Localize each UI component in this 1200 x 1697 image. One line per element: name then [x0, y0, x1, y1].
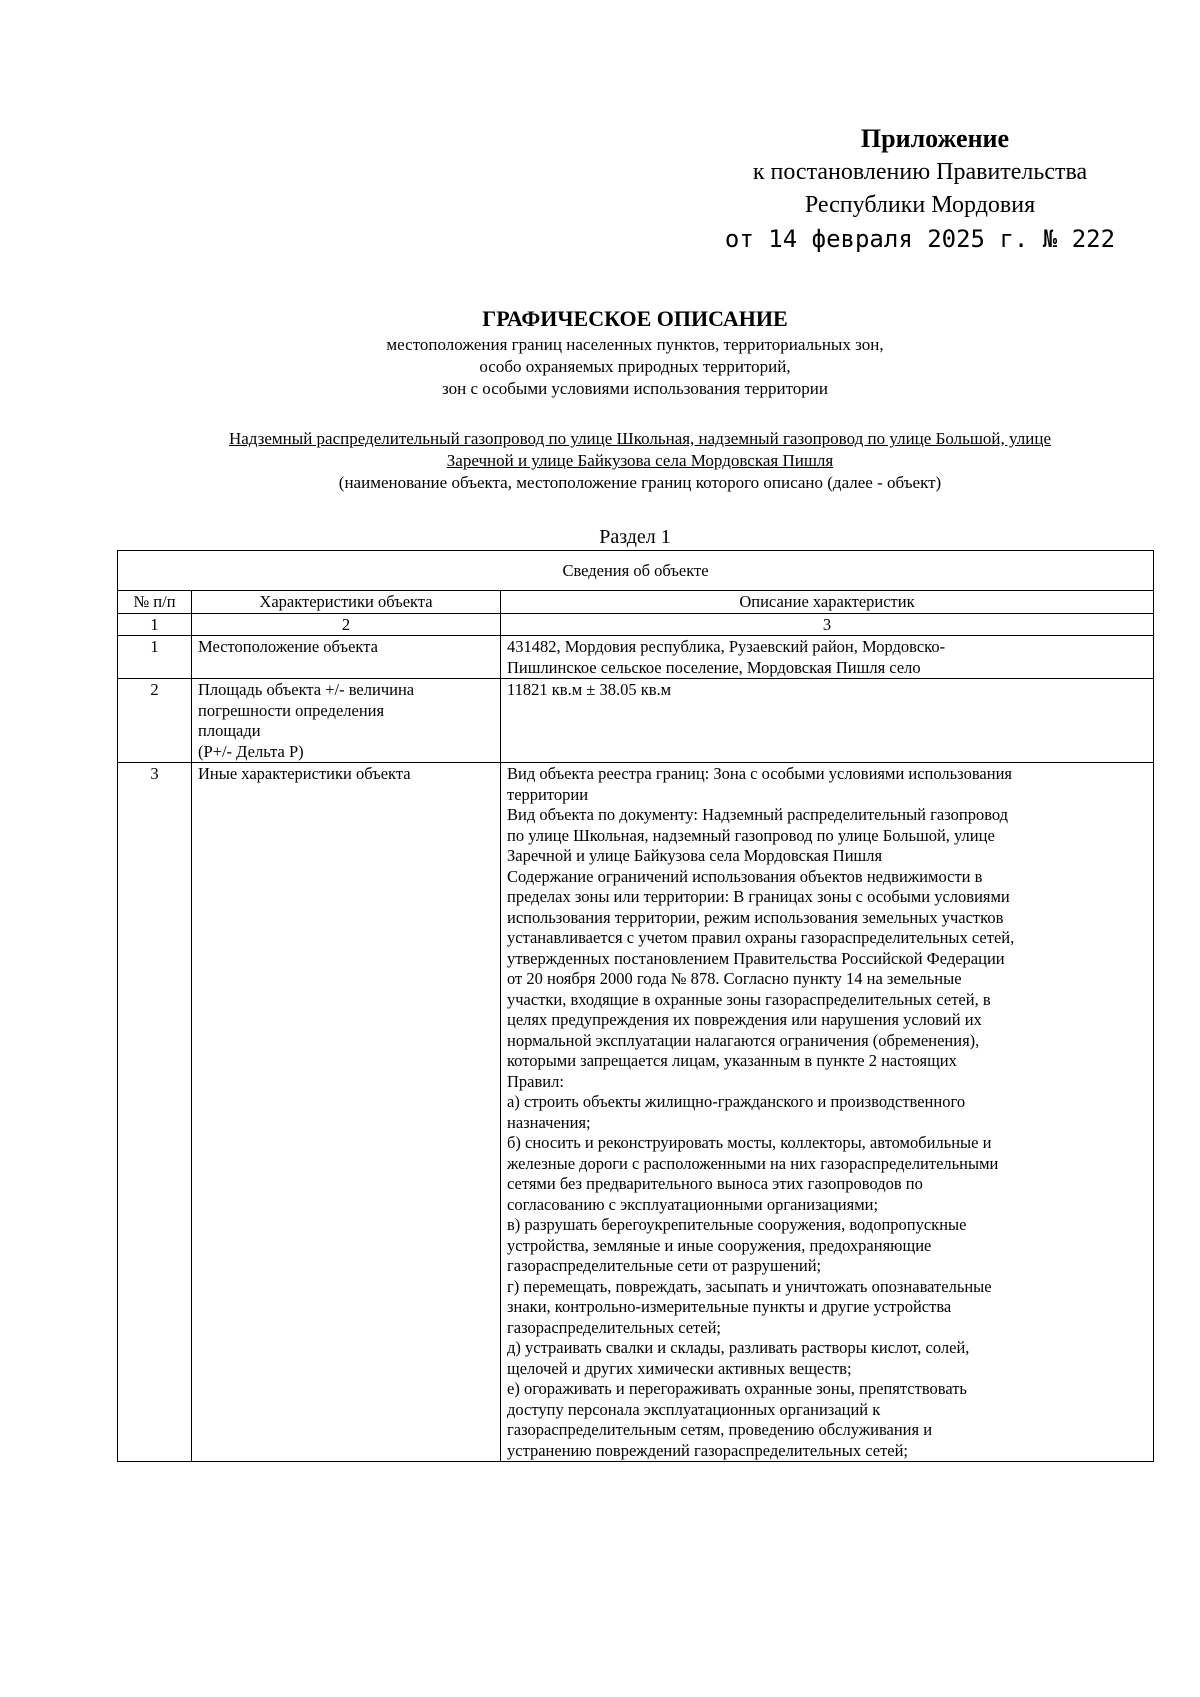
table-row: [118, 763, 1154, 1462]
row-characteristic: Площадь объекта +/- величина погрешности определения площади (P+/- Дельта P): [192, 679, 501, 763]
object-name-block: [130, 428, 1150, 494]
table-row: [118, 679, 1154, 763]
section-title: Раздел 1: [599, 526, 671, 548]
column-number: 3: [501, 613, 1154, 636]
document-subtitle-2: особо охраняемых природных территорий,: [479, 357, 791, 376]
column-header-characteristic: Характеристики объекта: [192, 591, 501, 614]
table-header-row: [118, 591, 1154, 614]
table-row: [118, 636, 1154, 679]
table-title-row: [118, 551, 1154, 591]
appendix-title: Приложение: [860, 124, 1010, 153]
column-header-number: № п/п: [118, 591, 192, 614]
appendix-line-1: к постановлению Правительства: [752, 159, 1088, 185]
row-description: 431482, Мордовия республика, Рузаевский район, Мордовско- Пишлинское сельское поселение, Мордовская Пишля село: [501, 636, 1154, 679]
appendix-block: [700, 122, 1140, 256]
row-description: Вид объекта реестра границ: Зона с особыми условиями использования территории Вид объекта по документу: Надземный распределительный газопровод по улице Школьная, надземный газопровод по улице Большой, улице Заречной и улице Байкузова села Мордовская Пишля Содержание ограничений использования объектов недвижимости в пределах зоны или территории: В границах зоны с особыми условиями использования территории, режим использования земельных участков устанавливается с учетом правил охраны газораспределительных сетей, утвержденных постановлением Правительства Российской Федерации от 20 ноября 2000 года № 878. Согласно пункту 14 на земельные участки, входящие в охранные зоны газораспределительных сетей, в целях предупреждения их повреждения или нарушения условий их нормальной эксплуатации налагаются ограничения (обременения), которыми запрещается лицам, указанным в пункте 2 настоящих Правил: а) строить объекты жилищно-гражданского и производственного назначения; б) сносить и реконструировать мосты, коллекторы, автомобильные и железные дороги с расположенными на них газораспределительными сетями без предварительного выноса этих газопроводов по согласованию с эксплуатационными организациями; в) разрушать берегоукрепительные сооружения, водопропускные устройства, земляные и иные сооружения, предохраняющие газораспределительные сети от разрушений; г) перемещать, повреждать, засыпать и уничтожать опознавательные знаки, контрольно-измерительные пункты и другие устройства газораспределительных сетей; д) устраивать свалки и склады, разливать растворы кислот, солей, щелочей и других химически активных веществ; е) огораживать и перегораживать охранные зоны, препятствовать доступу персонала эксплуатационных организаций к газораспределительным сетям, проведению обслуживания и устранению повреждений газораспределительных сетей;: [501, 763, 1154, 1462]
row-description: 11821 кв.м ± 38.05 кв.м: [501, 679, 1154, 763]
table-title: Сведения об объекте: [118, 551, 1154, 591]
object-name-line-2: Заречной и улице Байкузова села Мордовская Пишля: [446, 451, 834, 470]
table-column-numbers-row: [118, 613, 1154, 636]
column-number: 1: [118, 613, 192, 636]
document-header: [120, 306, 1150, 400]
appendix-line-2: Республики Мордовия: [804, 192, 1036, 218]
row-characteristic: Местоположение объекта: [192, 636, 501, 679]
object-info-table: [117, 550, 1154, 1462]
column-number: 2: [192, 613, 501, 636]
document-title: ГРАФИЧЕСКОЕ ОПИСАНИЕ: [482, 306, 788, 331]
row-number: 2: [118, 679, 192, 763]
object-name-caption: (наименование объекта, местоположение границ которого описано (далее - объект): [338, 473, 942, 492]
document-subtitle-3: зон с особыми условиями использования территории: [442, 379, 828, 398]
object-name-line-1: Надземный распределительный газопровод по улице Школьная, надземный газопровод по улице Большой, улице: [228, 429, 1052, 448]
row-number: 1: [118, 636, 192, 679]
column-header-description: Описание характеристик: [501, 591, 1154, 614]
row-characteristic: Иные характеристики объекта: [192, 763, 501, 1462]
row-number: 3: [118, 763, 192, 1462]
document-subtitle-1: местоположения границ населенных пунктов, территориальных зон,: [386, 335, 884, 354]
appendix-signature: от 14 февраля 2025 г. № 222: [724, 225, 1116, 253]
